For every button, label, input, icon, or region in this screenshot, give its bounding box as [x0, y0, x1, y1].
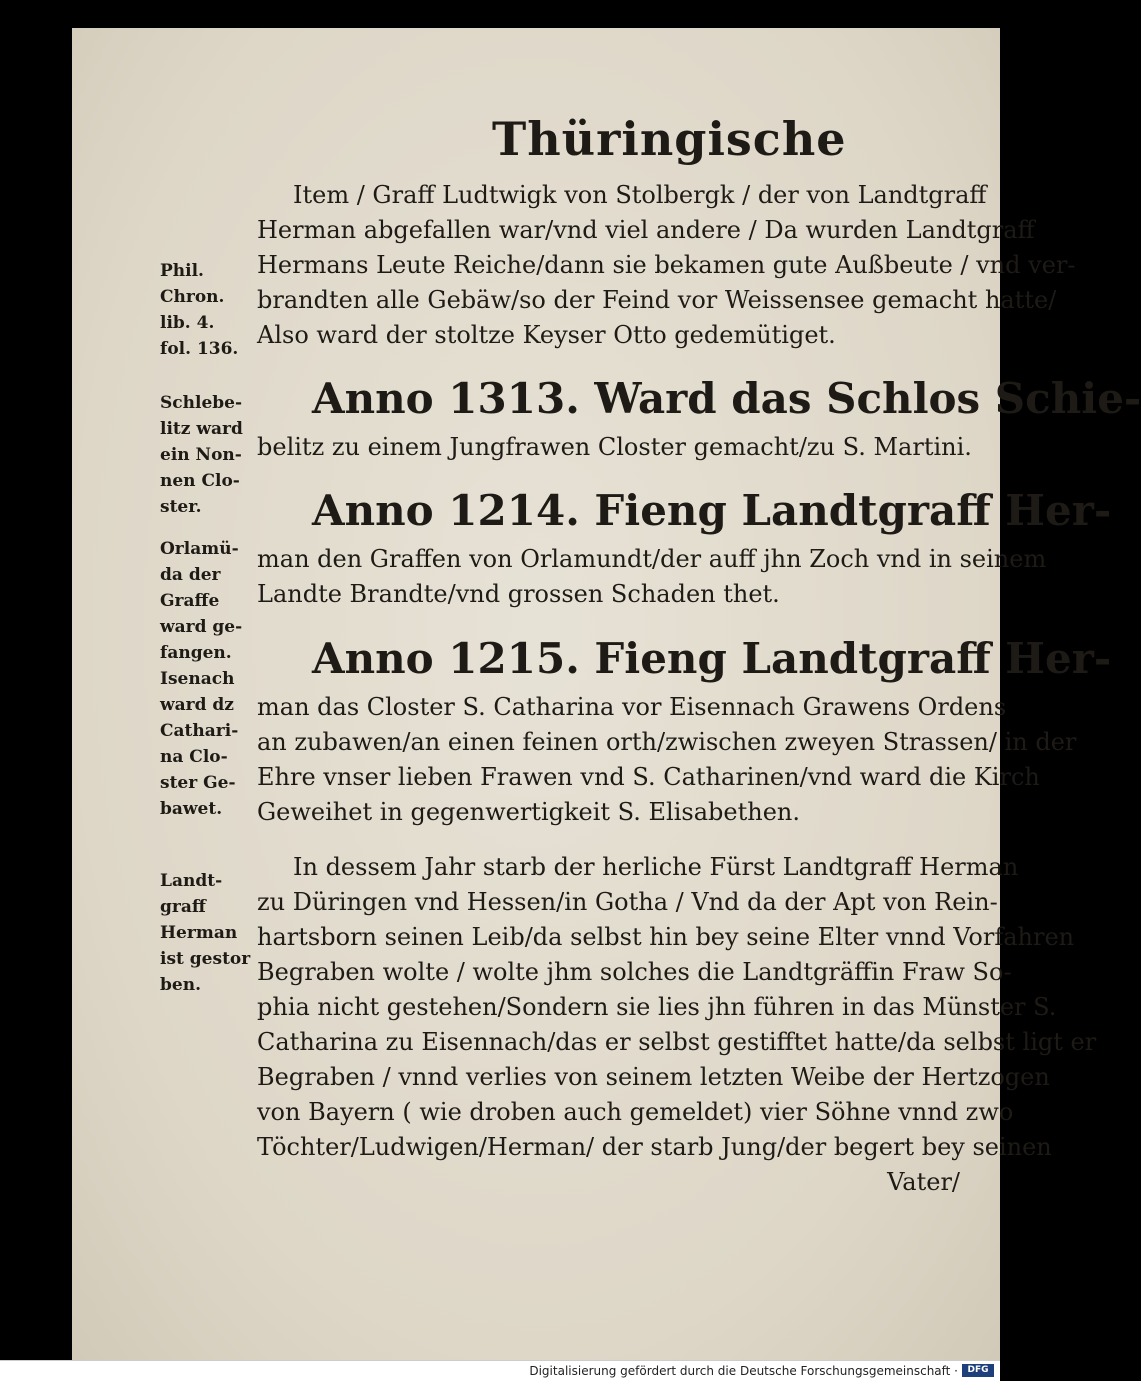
text-line: In dessem Jahr starb der herliche Fürst Landtgraff Herman: [293, 853, 1019, 881]
anno-heading: Anno 1215. Fieng Landtgraff Her-: [312, 634, 1112, 683]
margin-note-landtgraff: Landt- graff Herman ist gestor ben.: [160, 871, 251, 995]
footer-bar: [0, 1360, 1000, 1381]
text-line: Hermans Leute Reiche/dann sie bekamen gute Außbeute / vnd ver-: [257, 251, 1076, 279]
anno-heading: Anno 1214. Fieng Landtgraff Her-: [312, 486, 1112, 535]
text-line: Item / Graff Ludtwigk von Stolbergk / der von Landtgraff: [293, 181, 987, 209]
text-line: Begraben / vnnd verlies von seinem letzten Weibe der Hertzogen: [257, 1063, 1050, 1091]
text-line: Geweihet in gegenwertigkeit S. Elisabethen.: [257, 798, 800, 826]
margin-note-chronicle: Phil. Chron. lib. 4. fol. 136.: [160, 261, 239, 359]
paragraph-anno-1214: [257, 480, 1112, 612]
book-page: [72, 28, 1141, 1360]
footer-credit: Digitalisierung gefördert durch die Deutsche Forschungsgemeinschaft ·: [529, 1364, 958, 1378]
text-line: Ehre vnser lieben Frawen vnd S. Catharinen/vnd ward die Kirch: [257, 763, 1040, 791]
text-line: Töchter/Ludwigen/Herman/ der starb Jung/der begert bey seinen: [257, 1133, 1052, 1161]
paragraph-item: [257, 178, 1076, 353]
text-line: Herman abgefallen war/vnd viel andere / Da wurden Landtgraff: [257, 216, 1035, 244]
margin-note-schlebelitz: Schlebe- litz ward ein Non- nen Clo- ster.: [160, 393, 243, 517]
text-line: phia nicht gestehen/Sondern sie lies jhn führen in das Münster S.: [257, 993, 1057, 1021]
margin-note-orlamuenda: Orlamü- da der Graffe ward ge- fangen.: [160, 539, 243, 663]
text-line: zu Düringen vnd Hessen/in Gotha / Vnd da der Apt von Rein-: [257, 888, 998, 916]
text-line: Landte Brandte/vnd grossen Schaden thet.: [257, 580, 780, 608]
page-header: Thüringische: [492, 112, 847, 166]
text-line: belitz zu einem Jungfrawen Closter gemacht/zu S. Martini.: [257, 433, 972, 461]
paragraph-death-of-herman: [257, 850, 1097, 1165]
text-line: brandten alle Gebäw/so der Feind vor Weissensee gemacht hatte/: [257, 286, 1057, 314]
text-line: Begraben wolte / wolte jhm solches die Landtgräffin Fraw So-: [257, 958, 1012, 986]
text-line: Also ward der stoltze Keyser Otto gedemütiget.: [257, 321, 836, 349]
text-line: von Bayern ( wie droben auch gemeldet) vier Söhne vnnd zwo: [257, 1098, 1014, 1126]
text-line: man das Closter S. Catharina vor Eisennach Grawens Ordens: [257, 693, 1007, 721]
dfg-logo-icon: DFG: [962, 1364, 994, 1377]
text-line: man den Graffen von Orlamundt/der auff jhn Zoch vnd in seinem: [257, 545, 1047, 573]
paragraph-anno-1313: [257, 368, 1141, 465]
text-line: hartsborn seinen Leib/da selbst hin bey seine Elter vnnd Vorfahren: [257, 923, 1075, 951]
catchword: Vater/: [887, 1168, 960, 1196]
paragraph-anno-1215: [257, 628, 1112, 830]
anno-heading: Anno 1313. Ward das Schlos Schie-: [312, 374, 1141, 423]
text-line: Catharina zu Eisennach/das er selbst gestifftet hatte/da selbst ligt er: [257, 1028, 1097, 1056]
margin-note-isenach: Isenach ward dz Cathari- na Clo- ster Ge- bawet.: [160, 669, 239, 819]
text-line: an zubawen/an einen feinen orth/zwischen zweyen Strassen/ in der: [257, 728, 1077, 756]
